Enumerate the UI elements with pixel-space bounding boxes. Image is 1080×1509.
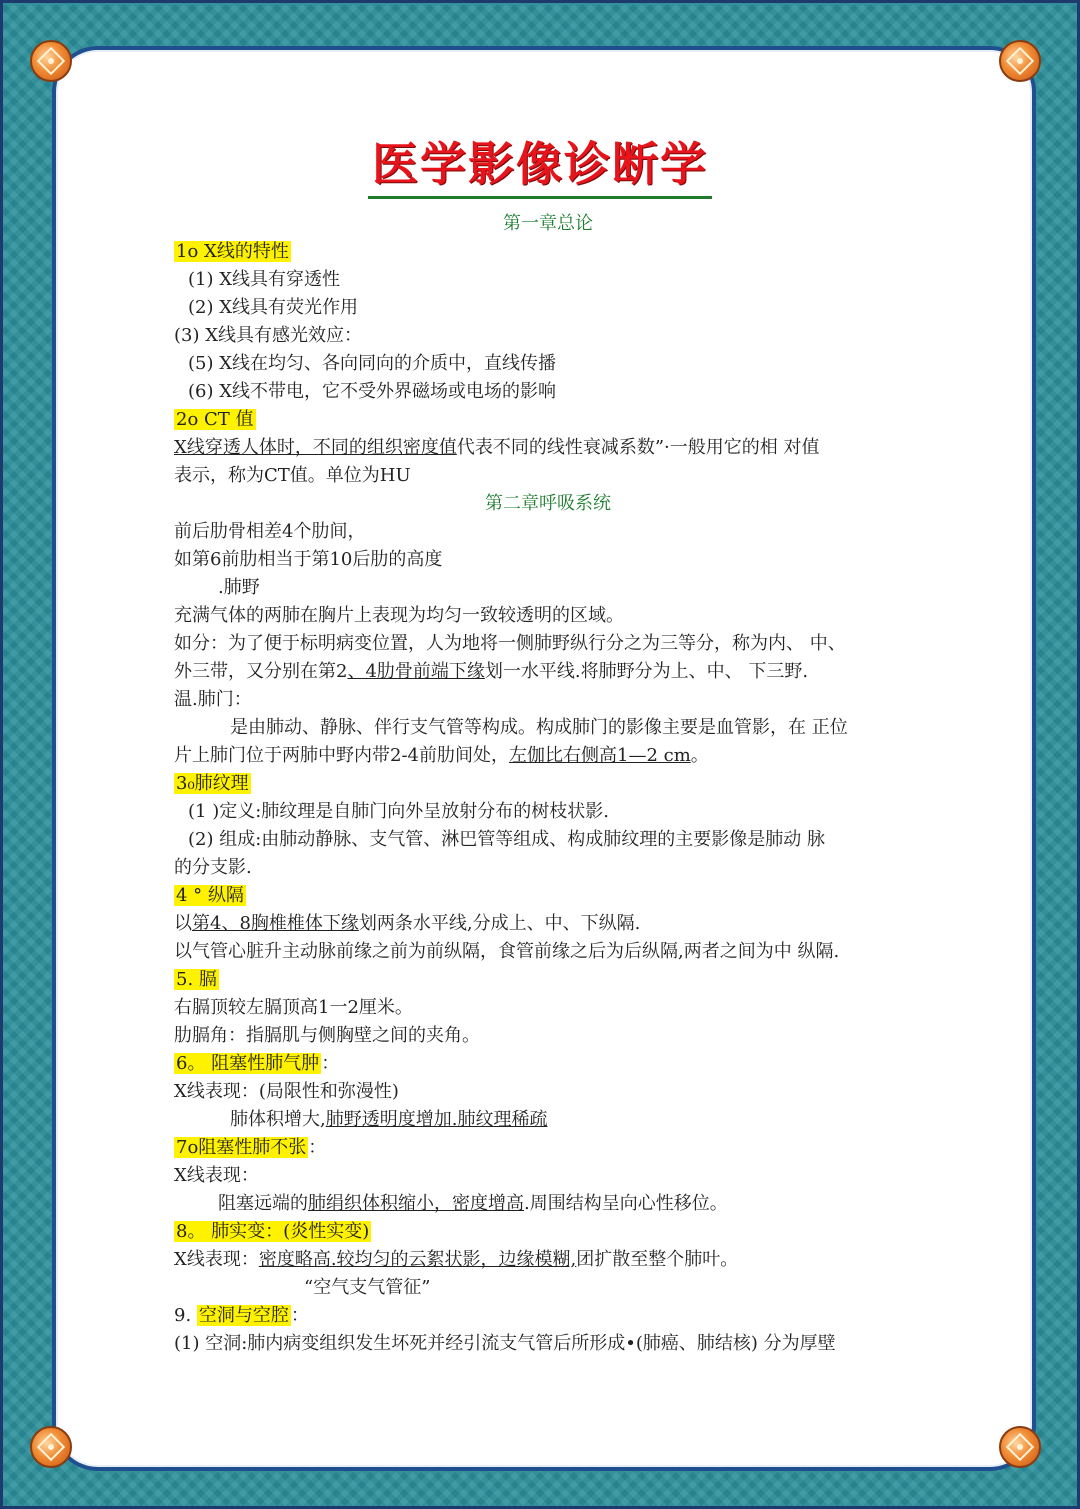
paragraph: 肋膈角：指膈肌与侧胸壁之间的夹角。 <box>174 1025 480 1046</box>
paragraph: 表示，称为CT值。单位为HU <box>174 465 411 486</box>
section-heading: 4 ° 纵隔 <box>176 885 244 906</box>
list-item: (5) X线在均匀、各向同向的介质中，直线传播 <box>188 353 557 374</box>
paragraph: 的分支影. <box>174 857 252 878</box>
page-title <box>0 128 1080 199</box>
corner-ornament-icon <box>999 40 1041 82</box>
list-item: (3) X线具有感光效应： <box>174 325 363 346</box>
paragraph: 片上肺门位于两肺中野内带2-4前肋间处，左伽比右侧高1—2 cm。 <box>174 745 709 766</box>
list-item: (1) X线具有穿透性 <box>188 269 341 290</box>
paragraph: X线表现：密度略高.较均匀的云絮状影，边缘模糊,团扩散至整个肺叶。 <box>174 1249 739 1270</box>
section-heading: 5. 膈 <box>176 969 217 990</box>
section-heading: 1o X线的特性 <box>176 241 289 262</box>
paragraph: X线穿透人体时，不同的组织密度值代表不同的线性衰减系数”·一般用它的相 对值 <box>174 437 820 458</box>
list-item: (2) X线具有荧光作用 <box>188 297 359 318</box>
section-heading: 6。 阻塞性肺气肿 ： <box>176 1053 340 1074</box>
section-heading: 8。 肺实变：(炎性实变) <box>176 1221 370 1242</box>
section-heading: 7o阻塞性肺不张 ： <box>176 1137 327 1158</box>
list-item: (6) X线不带电，它不受外界磁场或电场的影响 <box>188 381 557 402</box>
paragraph: 阻塞远端的肺绢织体积缩小，密度增高.周围结构呈向心性移位。 <box>218 1193 728 1214</box>
paragraph: 前后肋骨相差4个肋间， <box>174 521 366 542</box>
paragraph: 以气管心脏升主动脉前缘之前为前纵隔，食管前缘之后为后纵隔,两者之间为中 纵隔. <box>174 941 840 962</box>
paragraph: 右膈顶较左膈顶高1一2厘米。 <box>174 997 413 1018</box>
list-item: (2) 组成:由肺动静脉、支气管、淋巴管等组成、构成肺纹理的主要影像是肺动 脉 <box>188 829 826 850</box>
paragraph: 温.肺门： <box>174 689 252 710</box>
paragraph: 外三带，又分别在第2、4肋骨前端下缘划一水平线.将肺野分为上、中、 下三野. <box>174 661 809 682</box>
paragraph: 是由肺动、静脉、伴行支气管等构成。构成肺门的影像主要是血管影，在 正位 <box>230 717 848 738</box>
chapter-heading: 第一章总论 <box>503 213 593 234</box>
corner-ornament-icon <box>30 1426 72 1468</box>
section-heading: 2o CT 值 <box>176 409 254 430</box>
list-item: (1 )定义:肺纹理是自肺门向外呈放射分布的树枝状影. <box>188 801 610 822</box>
paragraph: X线表现：(局限性和弥漫性) <box>174 1081 399 1102</box>
paragraph: X线表现： <box>174 1165 259 1186</box>
corner-ornament-icon <box>999 1426 1041 1468</box>
chapter-heading: 第二章呼吸系统 <box>485 493 611 514</box>
paragraph: “空气支气管征” <box>304 1277 431 1298</box>
section-heading: 3₀肺纹理 <box>176 773 249 794</box>
page-title-text: 医学影像诊断学 <box>368 128 712 199</box>
section-heading: 9. 空洞与空腔 ： <box>174 1305 309 1326</box>
paragraph: (1) 空洞:肺内病变组织发生坏死并经引流支气管后所形成•(肺癌、肺结核) 分为厚壁 <box>174 1333 836 1354</box>
paragraph: 以第4、8胸椎椎体下缘划两条水平线,分成上、中、下纵隔. <box>174 913 641 934</box>
paragraph: 如分：为了便于标明病变位置，人为地将一侧肺野纵行分之为三等分，称为内、 中、 <box>174 633 846 654</box>
paragraph: 如第6前肋相当于第10后肋的高度 <box>174 549 443 570</box>
document-body <box>174 210 934 1358</box>
corner-ornament-icon <box>30 40 72 82</box>
paragraph: 充满气体的两肺在胸片上表现为均匀一致较透明的区域。 <box>174 605 624 626</box>
paragraph: .肺野 <box>218 577 260 598</box>
paragraph: 肺体积增大,肺野透明度增加.肺纹理稀疏 <box>230 1109 548 1130</box>
